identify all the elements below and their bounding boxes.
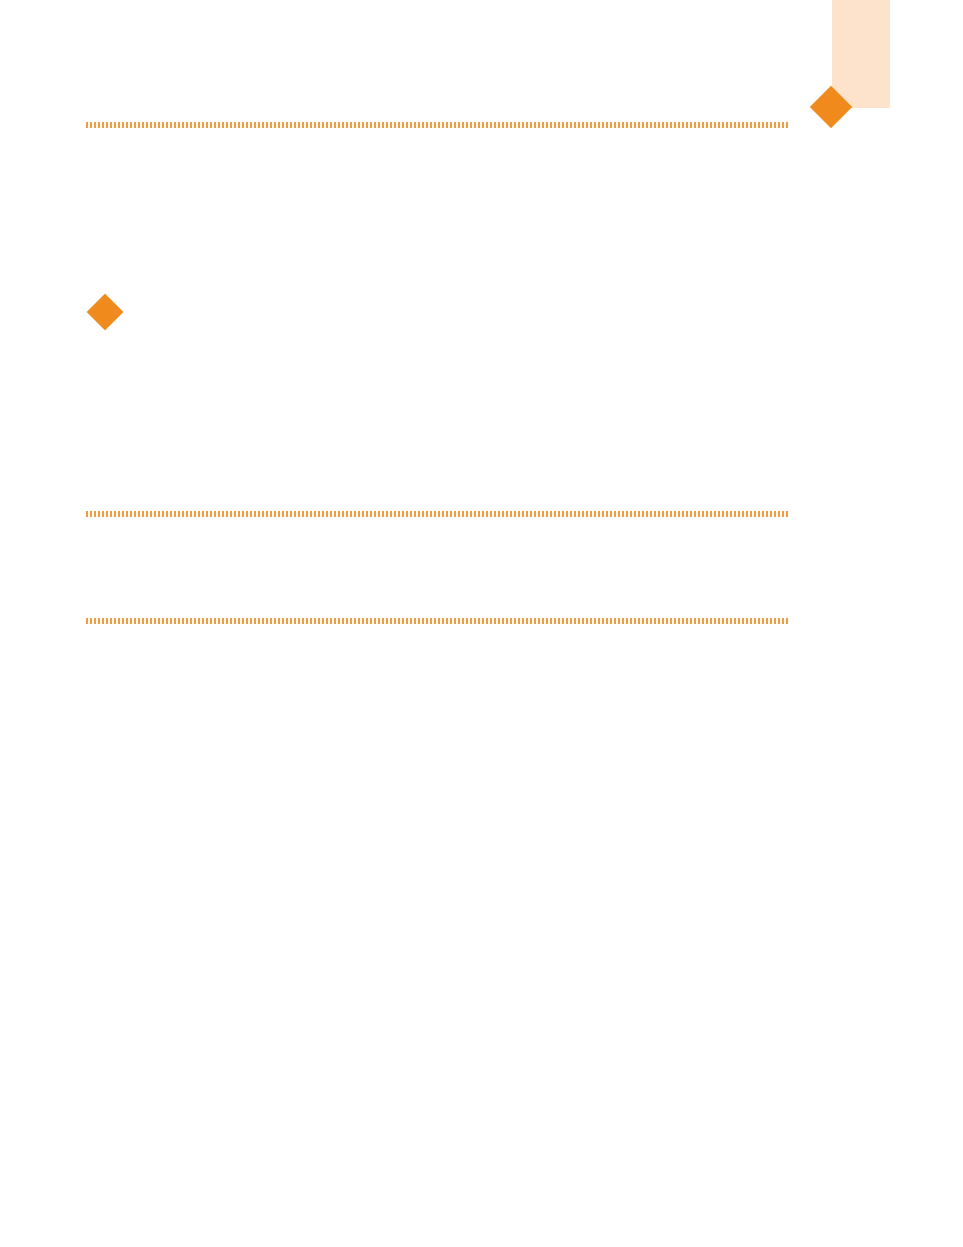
- section-number-badge: [88, 295, 122, 329]
- header-divider: [86, 122, 788, 128]
- corner-tab: [832, 0, 890, 108]
- section-number: [88, 295, 122, 329]
- note-divider-top: [86, 511, 788, 517]
- bar-chart: [570, 872, 890, 1062]
- note-divider-bottom: [86, 618, 788, 624]
